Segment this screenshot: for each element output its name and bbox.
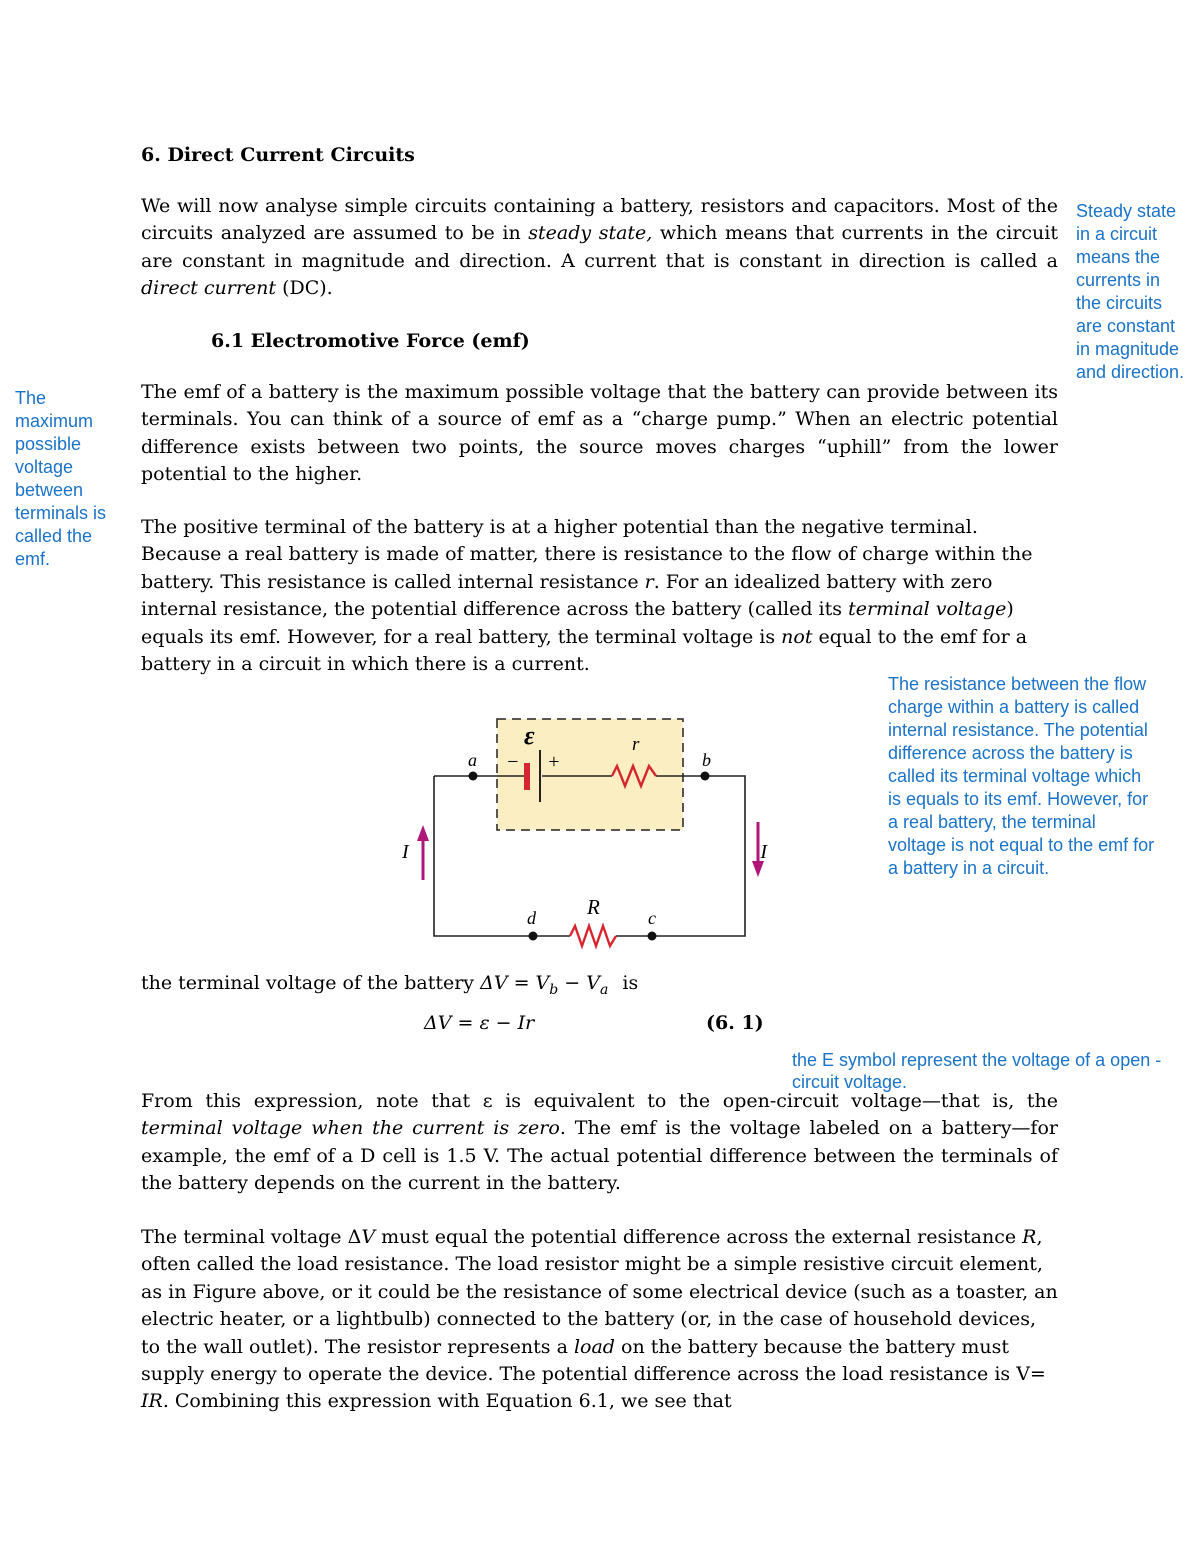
formula-sub-b: b	[549, 981, 559, 998]
note-right-internal-resistance: The resistance between the flow charge within a battery is called internal resistance. The potential difference across the battery is called its terminal voltage which is equals to its emf. However, for a real battery, the terminal voltage is not equal to the emf for a battery in a circuit.	[888, 674, 1155, 878]
circuit-diagram	[390, 710, 770, 960]
open-circuit-paragraph	[141, 1088, 1058, 1198]
note-right-emf-symbol: the E symbol represent the voltage of a open - circuit voltage.	[792, 1050, 1162, 1092]
emf-paragraph: The emf of a battery is the maximum possible voltage that the battery can provide between its terminals. You can think of a source of emf as a “charge pump.” When an electric potential difference exists between two points, the source moves charges “uphill” from the lower potential to the higher.	[141, 381, 1058, 486]
intro-text-1: We will now analyse simple circuits containing a battery, resistors and capacitors. Most of the circuits analyzed are assumed to be in	[141, 195, 1058, 245]
subsection-heading: 6.1 Electromotive Force (emf)	[211, 330, 530, 352]
intro-emph-steady-state: steady state,	[528, 222, 653, 245]
label-R: R	[587, 895, 600, 919]
p2-text-1: The positive terminal of the battery is at a higher potential than the negative terminal. Because a real battery is made of matter, there is resistance to the flow of charge within the battery. This resistance is called internal resistance	[141, 516, 1033, 593]
terminal-voltage-line	[141, 972, 638, 998]
equation-number: (6. 1)	[706, 1012, 764, 1034]
load-resistance-paragraph	[141, 1224, 1058, 1416]
intro-text-2: which means that currents in the circuit are constant in magnitude and direction. A current that is constant in direction is called a	[141, 222, 1058, 272]
formula-minus-va: − V	[558, 972, 600, 994]
label-plus: +	[547, 751, 561, 773]
p4-text-4: on the battery because the battery must supply energy to operate the device. The potential difference across the load resistance is V=	[141, 1335, 1046, 1386]
current-arrow-left	[417, 825, 429, 880]
note-left-emf: The maximum possible voltage between terminals is called the emf.	[15, 388, 107, 569]
equation-6-1: ΔV = ε − Ir	[424, 1012, 535, 1034]
p4-emph-IR: IR	[141, 1390, 163, 1413]
note-right-steady-state: Steady state in a circuit means the currents in the circuits are constant in magnitude and direction.	[1076, 201, 1185, 382]
p4-text-1: The terminal voltage Δ	[141, 1226, 362, 1248]
p3-text-1: From this expression, note that ε is equivalent to the open-circuit voltage—that is, the	[141, 1090, 1058, 1112]
label-I-left: I	[402, 841, 409, 863]
intro-emph-direct-current: direct current	[141, 277, 277, 300]
p2-text-4: equal to the emf for a battery in a circuit in which there is a current.	[141, 625, 1028, 676]
p2-emph-terminal-voltage: terminal voltage	[848, 598, 1007, 621]
node-b	[701, 772, 710, 781]
label-d: d	[527, 908, 536, 928]
p4-text-2: must equal the potential difference across the external resistance	[375, 1226, 1023, 1248]
p2-text-3: ) equals its emf. However, for a real battery, the terminal voltage is	[141, 598, 1014, 648]
label-minus: −	[506, 751, 520, 773]
label-a: a	[468, 750, 477, 770]
label-I-right: I	[760, 841, 767, 863]
p3-emph-terminal-voltage: terminal voltage when the current is zero	[141, 1117, 560, 1140]
p4-text-5: . Combining this expression with Equation 6.1, we see that	[162, 1390, 732, 1413]
label-b: b	[702, 750, 711, 770]
label-c: c	[648, 908, 656, 928]
p4-emph-load: load	[573, 1335, 615, 1358]
terminal-line-text: the terminal voltage of the battery	[141, 972, 475, 994]
p2-emph-not: not	[781, 625, 813, 648]
terminal-line-is: is	[622, 972, 639, 994]
p4-emph-V: V	[361, 1226, 376, 1248]
p4-text-3: , often called the load resistance. The load resistor might be a simple resistive circuit element, as in Figure above, or it could be the resistance of some electrical device (such as a toaster, an electric heater, or a lightbulb) connected to the battery (or, in the case of household devices, to the wall outlet). The resistor represents a	[141, 1226, 1058, 1358]
p3-text-2: . The emf is the voltage labeled on a battery—for example, the emf of a D cell is 1.5 V. The actual potential difference between the terminals of the battery depends on the current in the battery.	[141, 1117, 1058, 1195]
battery-negative-plate	[524, 763, 530, 790]
node-c	[648, 932, 657, 941]
node-d	[529, 932, 538, 941]
node-a	[469, 772, 478, 781]
intro-paragraph	[141, 193, 1058, 303]
formula-dv-vb: ΔV = V	[480, 972, 550, 994]
load-resistor	[570, 926, 616, 946]
intro-text-3: (DC).	[276, 277, 333, 300]
emf-symbol: ε	[524, 721, 535, 750]
p4-emph-R: R	[1022, 1226, 1037, 1248]
section-heading: 6. Direct Current Circuits	[141, 144, 415, 166]
p2-text-2: . For an idealized battery with zero internal resistance, the potential difference across the battery (called its	[141, 570, 993, 621]
label-r: r	[632, 734, 640, 755]
internal-resistance-paragraph	[141, 514, 1058, 678]
formula-sub-a: a	[599, 981, 609, 998]
terminal-formula	[480, 972, 609, 998]
p2-emph-r: r	[644, 570, 654, 593]
